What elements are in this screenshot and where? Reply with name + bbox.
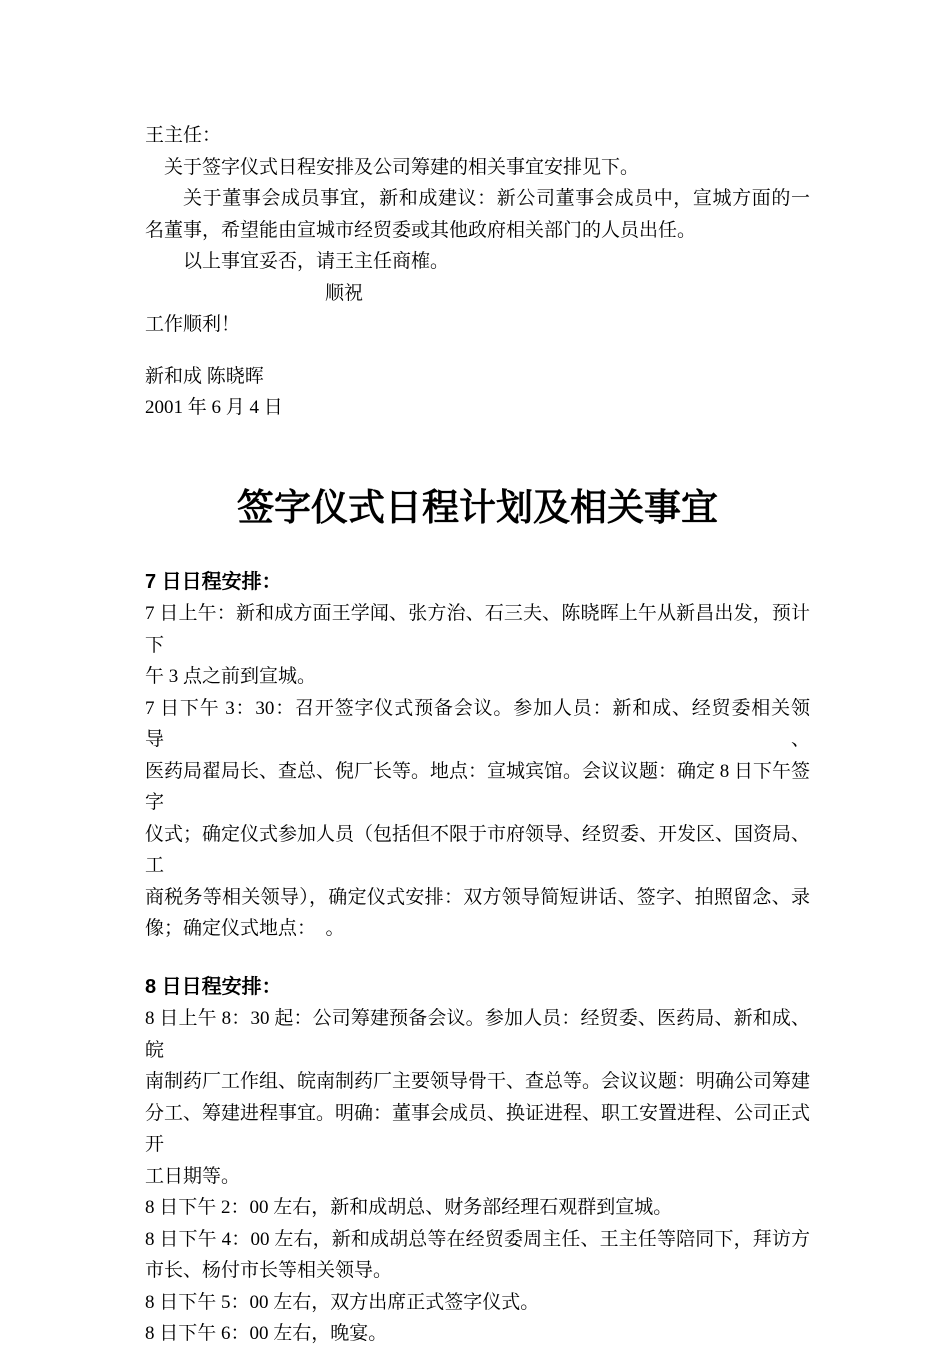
document-title: 签字仪式日程计划及相关事宜 — [237, 487, 718, 529]
signature-block — [145, 361, 810, 424]
schedule-section — [145, 567, 810, 1350]
text-line: 顺祝 — [325, 282, 364, 304]
text-line: 商税务等相关领导），确定仪式安排：双方领导简短讲话、签字、拍照留念、录 — [145, 886, 810, 908]
text-line: 名董事，希望能由宣城市经贸委或其他政府相关部门的人员出任。 — [145, 219, 697, 241]
text-line: 以上事宜妥否，请王主任商榷。 — [183, 251, 450, 272]
text-line: 像；确定仪式地点： 。 — [145, 918, 345, 939]
schedule-paragraph — [145, 693, 810, 945]
text-line: 工作顺利！ — [145, 314, 241, 335]
text-line: 8 日下午 2：00 左右，新和成胡总、财务部经理石观群到宣城。 — [145, 1197, 673, 1218]
schedule-paragraph — [145, 1318, 810, 1350]
text-line: 市长、杨付市长等相关领导。 — [145, 1260, 393, 1281]
schedule-day-section — [145, 972, 810, 1350]
letter-section — [145, 120, 810, 341]
section-heading: 8 日日程安排： — [145, 975, 282, 998]
text-line: 医药局翟局长、查总、倪厂长等。地点：宣城宾馆。会议议题：确定 8 日下午签字 — [145, 760, 811, 813]
text-line: 仪式；确定仪式参加人员（包括但不限于市府领导、经贸委、开发区、国资局、工 — [145, 823, 811, 876]
signature-line: 新和成 陈晓晖 — [145, 365, 264, 387]
section-heading: 7 日日程安排： — [145, 570, 282, 593]
text-line: 7 日上午：新和成方面王学闻、张方治、石三夫、陈晓晖上午从新昌出发，预计下 — [145, 603, 810, 656]
text-line: 王主任： — [145, 125, 222, 146]
schedule-paragraph — [145, 1287, 810, 1319]
text-line: 8 日下午 4：00 左右，新和成胡总等在经贸委周主任、王主任等陪同下，拜访方 — [145, 1228, 810, 1250]
schedule-paragraph — [145, 1003, 810, 1192]
text-line: 关于董事会成员事宜，新和成建议：新公司董事会成员中，宣城方面的一 — [183, 188, 810, 209]
text-line: 午 3 点之前到宣城。 — [145, 666, 317, 687]
text-line: 分工、筹建进程事宜。明确：董事会成员、换证进程、职工安置进程、公司正式开 — [145, 1102, 811, 1155]
schedule-paragraph — [145, 1192, 810, 1224]
text-line: 8 日下午 6：00 左右，晚宴。 — [145, 1323, 388, 1344]
text-line: 南制药厂工作组、皖南制药厂主要领导骨干、查总等。会议议题：明确公司筹建 — [145, 1071, 811, 1092]
schedule-day-section — [145, 567, 810, 945]
text-line: 8 日下午 5：00 左右，双方出席正式签字仪式。 — [145, 1291, 540, 1313]
schedule-paragraph — [145, 598, 810, 693]
text-line: 8 日上午 8：30 起：公司筹建预备会议。参加人员：经贸委、医药局、新和成、皖 — [145, 1008, 810, 1061]
signature-line: 2001 年 6 月 4 日 — [145, 397, 283, 418]
text-line: 关于签字仪式日程安排及公司筹建的相关事宜安排见下。 — [164, 156, 640, 178]
text-line: 7 日下午 3：30：召开签字仪式预备会议。参加人员：新和成、经贸委相关领导、 — [145, 697, 810, 750]
schedule-paragraph — [145, 1224, 810, 1287]
text-line: 工日期等。 — [145, 1165, 241, 1187]
